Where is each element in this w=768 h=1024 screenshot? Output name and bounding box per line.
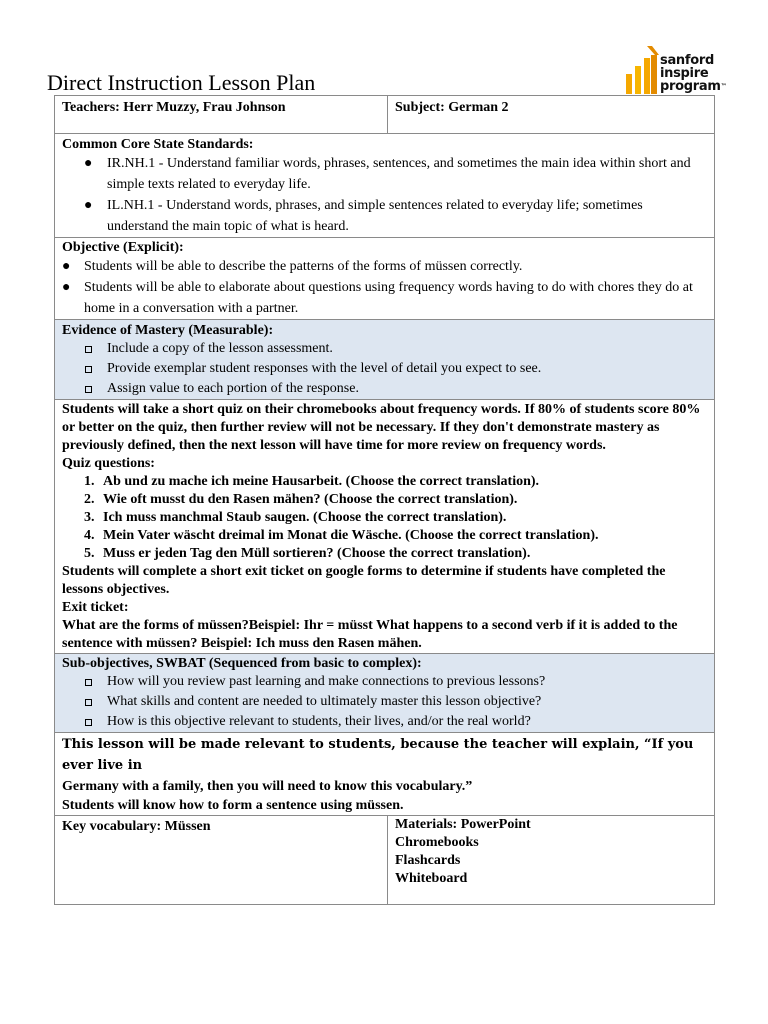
checkbox-icon (85, 679, 92, 686)
checkbox-icon (85, 386, 92, 393)
objective-heading: Objective (Explicit): (62, 240, 184, 255)
list-item: What skills and content are needed to ultimately master this lesson objective? (62, 692, 707, 712)
subobjectives-cell (55, 654, 715, 733)
list-item: 5. Muss er jeden Tag den Müll sortieren? (Choose the correct translation). (84, 546, 531, 561)
quiz-list (62, 473, 707, 563)
list-item: ● Students will be able to describe the patterns of the forms of müssen correctly. (62, 259, 523, 274)
subject-cell: Subject: German 2 (388, 96, 715, 134)
materials-line: Whiteboard (395, 871, 468, 886)
evidence-heading: Evidence of Mastery (Measurable): (62, 323, 274, 338)
materials-cell (388, 816, 715, 905)
exit-ticket-text: What are the forms of müssen?Beispiel: Ihr = müsst What happens to a second verb if it is added to the sentence with müssen? Beispiel: Ich muss den Rasen mähen. (62, 618, 678, 651)
checkbox-icon (85, 346, 92, 353)
subobjectives-list (62, 672, 707, 732)
standards-list (62, 153, 707, 237)
checkbox-icon (85, 719, 92, 726)
checkbox-icon (85, 699, 92, 706)
standards-cell (55, 134, 715, 238)
vocabulary-cell: Key vocabulary: Müssen (55, 816, 388, 905)
objective-list (62, 256, 707, 319)
logo-bars-icon (624, 46, 664, 96)
list-item: ● IL.NH.1 - Understand words, phrases, and simple sentences related to everyday life; sometimes understand the main topic of what is heard. (84, 198, 643, 234)
list-item: Assign value to each portion of the response. (62, 379, 707, 399)
list-item: ● IR.NH.1 - Understand familiar words, phrases, sentences, and sometimes the main idea within short and simple texts related to everyday life. (84, 156, 691, 192)
list-item: 1. Ab und zu mache ich meine Hausarbeit. (Choose the correct translation). (84, 474, 540, 489)
logo-line-1: sanford (660, 53, 714, 68)
relevance-line-2: Germany with a family, then you will need to know this vocabulary.” (62, 779, 473, 794)
lesson-plan-table (54, 95, 715, 905)
materials-line: Chromebooks (395, 835, 479, 850)
evidence-list (62, 339, 707, 399)
standards-heading: Common Core State Standards: (62, 137, 254, 152)
list-item: How is this objective relevant to students, their lives, and/or the real world? (62, 712, 707, 732)
list-item: ● Students will be able to elaborate about questions using frequency words having to do with chores they do at home in a conversation with a partner. (62, 280, 693, 316)
objective-cell (55, 238, 715, 320)
exit-ticket-intro: Students will complete a short exit ticket on google forms to determine if students have completed the lessons objectives. (62, 564, 666, 597)
teachers-cell: Teachers: Herr Muzzy, Frau Johnson (55, 96, 388, 134)
subobjectives-heading: Sub-objectives, SWBAT (Sequenced from basic to complex): (62, 656, 422, 671)
relevance-line-1: This lesson will be made relevant to students, because the teacher will explain, “If you ever live in (62, 737, 694, 773)
quiz-heading: Quiz questions: (62, 456, 155, 471)
relevance-line-3: Students will know how to form a sentence using müssen. (62, 798, 404, 813)
list-item: How will you review past learning and make connections to previous lessons? (62, 672, 707, 692)
list-item: 4. Mein Vater wäscht dreimal im Monat die Wäsche. (Choose the correct translation). (84, 528, 599, 543)
evidence-cell (55, 320, 715, 400)
materials-line: Flashcards (395, 853, 461, 868)
logo-line-3: program™ (660, 79, 727, 94)
assessment-cell (55, 400, 715, 654)
checkbox-icon (85, 366, 92, 373)
assessment-paragraph: Students will take a short quiz on their chromebooks about frequency words. If 80% of students score 80% or better on the quiz, then further review will not be necessary. If they don't demonstrate mastery as previously defined, then the next lesson will have time for more review on frequency words. (62, 402, 701, 453)
list-item: 2. Wie oft musst du den Rasen mähen? (Choose the correct translation). (84, 492, 518, 507)
relevance-cell (55, 733, 715, 816)
materials-line: Materials: PowerPoint (395, 817, 531, 832)
list-item: Provide exemplar student responses with the level of detail you expect to see. (62, 359, 707, 379)
logo-text (660, 54, 726, 93)
page-title: Direct Instruction Lesson Plan (47, 70, 316, 95)
logo-line-2: inspire (660, 66, 709, 81)
list-item: 3. Ich muss manchmal Staub saugen. (Choose the correct translation). (84, 510, 507, 525)
sanford-inspire-logo (624, 46, 727, 96)
list-item: Include a copy of the lesson assessment. (62, 339, 707, 359)
exit-ticket-heading: Exit ticket: (62, 600, 129, 615)
